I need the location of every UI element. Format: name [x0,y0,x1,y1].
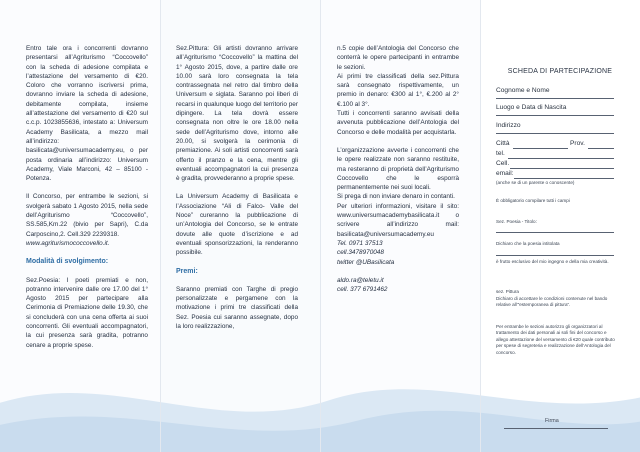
cell-field[interactable] [510,168,614,169]
poesia-title-field[interactable] [496,232,614,233]
phone-number: Tel. 0971 37513 [337,239,383,247]
privacy-text: Per entrambe le sezioni autorizzo gli organizzatori al trattamento dei dati personali ai soli fini del concorso e allego attestazione del versamento di €20 quale contributo per spese di segreteria e realizzazione dell’Antologia del concorso. [496,324,615,355]
cognome-field[interactable] [496,98,614,99]
tel-field[interactable] [508,158,614,159]
col3-paragraph-1: n.5 copie dell’Antologia del Concorso che conterrà le opere partecipanti in entrambe le sezioni. [337,45,459,71]
sez-poesia-label: Sez. Poesia - Titolo: [496,219,537,224]
prov-label: Prov. [570,140,585,147]
col3-paragraph-5: Si prega di non inviare denaro in contanti. [337,193,455,201]
dichiaro-poesia: Dichiaro che la poesia intitolata [496,241,560,246]
col3-paragraph-2: Ai primi tre classificati della sez.Pittura sarà consegnato rispettivamente, un premio in denaro: €300 al 1°, €.200 al 2° €.100 al 3°. [337,72,459,108]
sez-pittura-label: sez. Pittura [496,289,519,294]
cell-label: Cell. [496,160,510,167]
column-3-text [337,44,459,294]
prov-field[interactable] [588,148,614,149]
column-1-text [26,44,148,350]
heading-modalita: Modalità di svolgimento: [26,258,109,266]
cognome-label: Cognome e Nome [496,87,550,94]
fold-line-2 [320,0,321,452]
obbligatorio-note: È obbligatorio compilare tutti i campi [496,198,570,203]
cell-number: cell.3478970048 [337,249,384,257]
email-note: (anche se di un parente o conoscente) [496,180,575,185]
frutto-text: è frutto esclusivo del mio ingegno e della mia creatività. [496,259,609,264]
form-title: SCHEDA DI PARTECIPAZIONE [507,68,613,75]
agriturismo-website-link[interactable]: www.agriturismococcovello.it. [26,239,110,247]
luogo-field[interactable] [496,115,614,116]
col1-paragraph-2: Il Concorso, per entrambe le sezioni, si svolgerà sabato 1 Agosto 2015, nella sede dell’Agriturismo “Coccovello”, SS.585,Km.22 (bivio per Sapri), C.da Carposcino,2. Cell.329 2239318. [26,193,148,238]
col1-paragraph-3: Sez.Poesia: I poeti premiati e non, potranno intervenire dalle ore 17.00 del 1° Agosto 2015 per partecipare alla Cerimonia di Premiazione delle 19.30, che si concluderà con una cena offerta ai suoi concorrenti. Gli eventuali accompagnatori, la cui presenza sarà gradita, potranno cenare a proprie spese. [26,276,148,349]
email-label: email: [496,170,514,177]
firma-label: Firma [545,418,559,424]
column-2-text [176,44,298,331]
firma-field[interactable] [504,428,608,429]
twitter-handle[interactable]: twitter @UBasilicata [337,258,395,266]
citta-field[interactable] [513,148,568,149]
fold-line-3 [480,0,481,452]
indirizzo-field[interactable] [496,133,614,134]
col2-paragraph-3: Saranno premiati con Targhe di pregio personalizzate e pergamene con la motivazione i primi tre classificati della Sez. Poesia cui saranno assegnate, dopo la loro realizzazione, [176,285,298,331]
heading-premi: Premi: [176,267,198,275]
indirizzo-label: Indirizzo [496,122,521,129]
luogo-label: Luogo e Data di Nascita [496,104,567,111]
poesia-title-field-2[interactable] [496,255,614,256]
col3-paragraph-6: Per ulteriori informazioni, visitare il sito: www.universumacademybasilicata.it o scrivere all’indirizzo mail: basilicata@universumacademy.eu [337,202,459,238]
col3-paragraph-3: Tutti i concorrenti saranno avvisati della avvenuta pubblicazione dell’Antologia del Concorso e delle modalità per acquistarla. [337,110,459,136]
col2-paragraph-2: La Universum Academy di Basilicata e l’Associazione “Ali di Falco- Valle del Noce” cureranno la pubblicazione di un’Antologia del Concorso, se le entrate dovute alle quote d’iscrizione e ad eventuali sponsorizzazioni, la renderanno possibile. [176,193,298,257]
citta-label: Città [496,140,510,147]
tel-label: tel. [496,150,505,157]
contact-cell: cell. 377 6791462 [337,286,388,294]
contact-email[interactable]: aldo.ra@teletu.it [337,276,384,284]
col2-paragraph-1: Sez.Pittura: Gli artisti dovranno arrivare all’Agriturismo “Coccovello” la mattina del 1° Agosto 2015, dove, a partire dalle ore 10.00 sarà loro consegnata la tela contrassegnata nel retro dal timbro della Universum e siglata. Saranno poi liberi di recarsi in qualunque luogo del territorio per dipingere. La tela dovrà essere consegnata non oltre le ore 18.00 nella sede dell’Agriturismo dove, intorno alle 20.00, si svolgerà la cerimonia di premiazione. Ai soli artisti concorrenti sarà offerto il pranzo e la cena, mentre gli eventuali accompagnatori la cui presenza è gradita, provvederanno a proprie spese. [176,45,298,183]
dichiaro-pittura: Dichiaro di accettare le condizioni contenute nel bando relative all’”estemporanea di pittura”. [496,296,608,308]
col1-paragraph-1: Entro tale ora i concorrenti dovranno presentarsi all’Agriturismo “Coccovello” con la scheda di adesione compilata e l’attestazione del versamento di €20. Coloro che vorranno iscriversi prima, dovranno inviare la scheda di adesione, debitamente compilata, insieme all’attestazione del versamento di €20 sul c.c.p. 1023855636, intestato a: Universum Academy Basilicata, a mezzo mail all’indirizzo: basilicata@universumacademy.eu, o per posta ordinaria all’indirizzo: Universum Academy, Viale Marconi, 42 – 85100 - Potenza. [26,45,148,183]
fold-line-1 [160,0,161,452]
email-field[interactable] [514,178,614,179]
col3-paragraph-4: L’organizzazione avverte i concorrenti che le opere realizzate non saranno restituite, ma resteranno di proprietà dell’Agriturismo Coccovello che le esporrà permanentemente nei suoi locali. [337,146,459,192]
